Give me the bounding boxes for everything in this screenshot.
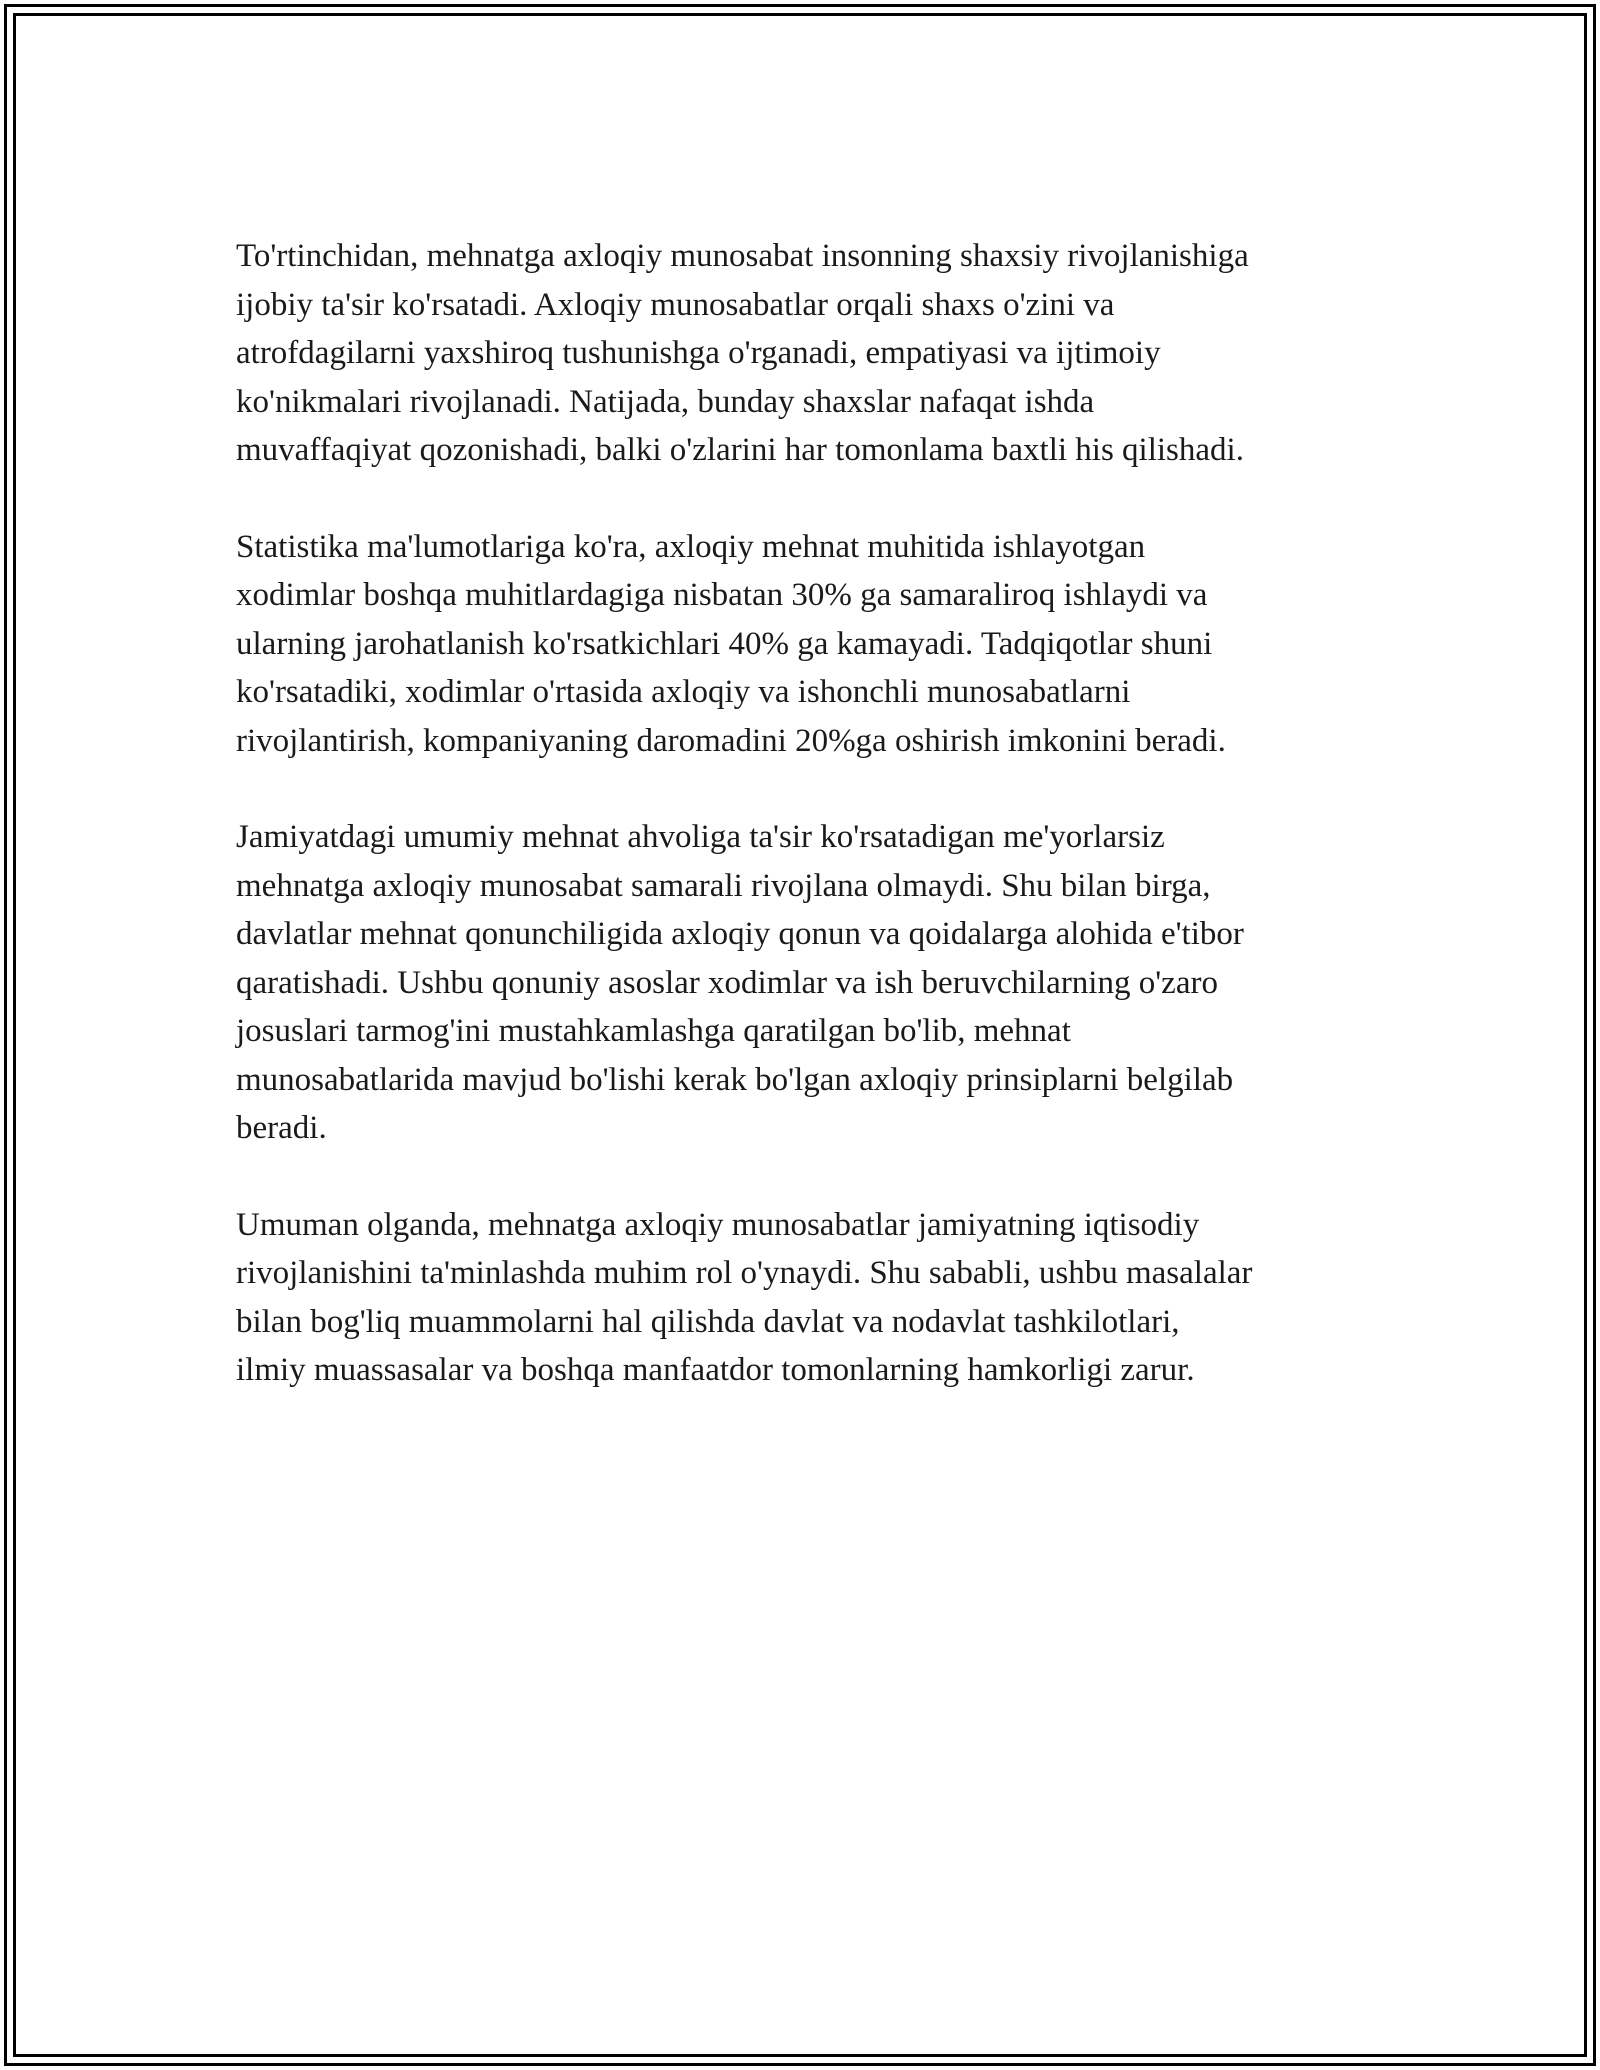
paragraph-2: Statistika ma'lumotlariga ko'ra, axloqiy mehnat muhitida ishlayotgan xodimlar boshqa muhitlardagiga nisbatan 30% ga samaraliroq ishlaydi va ularning jarohatlanish ko'rsatkichlari 40% ga kamayadi. Tadqiqotlar shuni ko'rsatadiki, xodimlar o'rtasida axloqiy va ishonchli munosabatlarni rivojlantirish, kompaniyaning daromadini 20%ga oshirish imkonini beradi. [236,528,1226,759]
document-body [236,232,1376,1443]
paragraph-1: To'rtinchidan, mehnatga axloqiy munosabat insonning shaxsiy rivojlanishiga ijobiy ta'sir ko'rsatadi. Axloqiy munosabatlar orqali shaxs o'zini va atrofdagilarni yaxshiroq tushunishga o'rganadi, empatiyasi va ijtimoiy ko'nikmalari rivojlanadi. Natijada, bunday shaxslar nafaqat ishda muvaffaqiyat qozonishadi, balki o'zlarini har tomonlama baxtli his qilishadi. [236,238,1249,468]
paragraph-4: Umuman olganda, mehnatga axloqiy munosabatlar jamiyatning iqtisodiy rivojlanishini ta'minlashda muhim rol o'ynaydi. Shu sababli, ushbu masalalar bilan bog'liq muammolarni hal qilishda davlat va nodavlat tashkilotlari, ilmiy muassasalar va boshqa manfaatdor tomonlarning hamkorligi zarur. [236,1206,1253,1388]
paragraph-3: Jamiyatdagi umumiy mehnat ahvoliga ta'sir ko'rsatadigan me'yorlarsiz mehnatga axloqiy munosabat samarali rivojlana olmaydi. Shu bilan birga, davlatlar mehnat qonunchiligida axloqiy qonun va qoidalarga alohida e'tibor qaratishadi. Ushbu qonuniy asoslar xodimlar va ish beruvchilarning o'zaro josuslari tarmog'ini mustahkamlashga qaratilgan bo'lib, mehnat munosabatlarida mavjud bo'lishi kerak bo'lgan axloqiy prinsiplarni belgilab beradi. [236,819,1244,1146]
